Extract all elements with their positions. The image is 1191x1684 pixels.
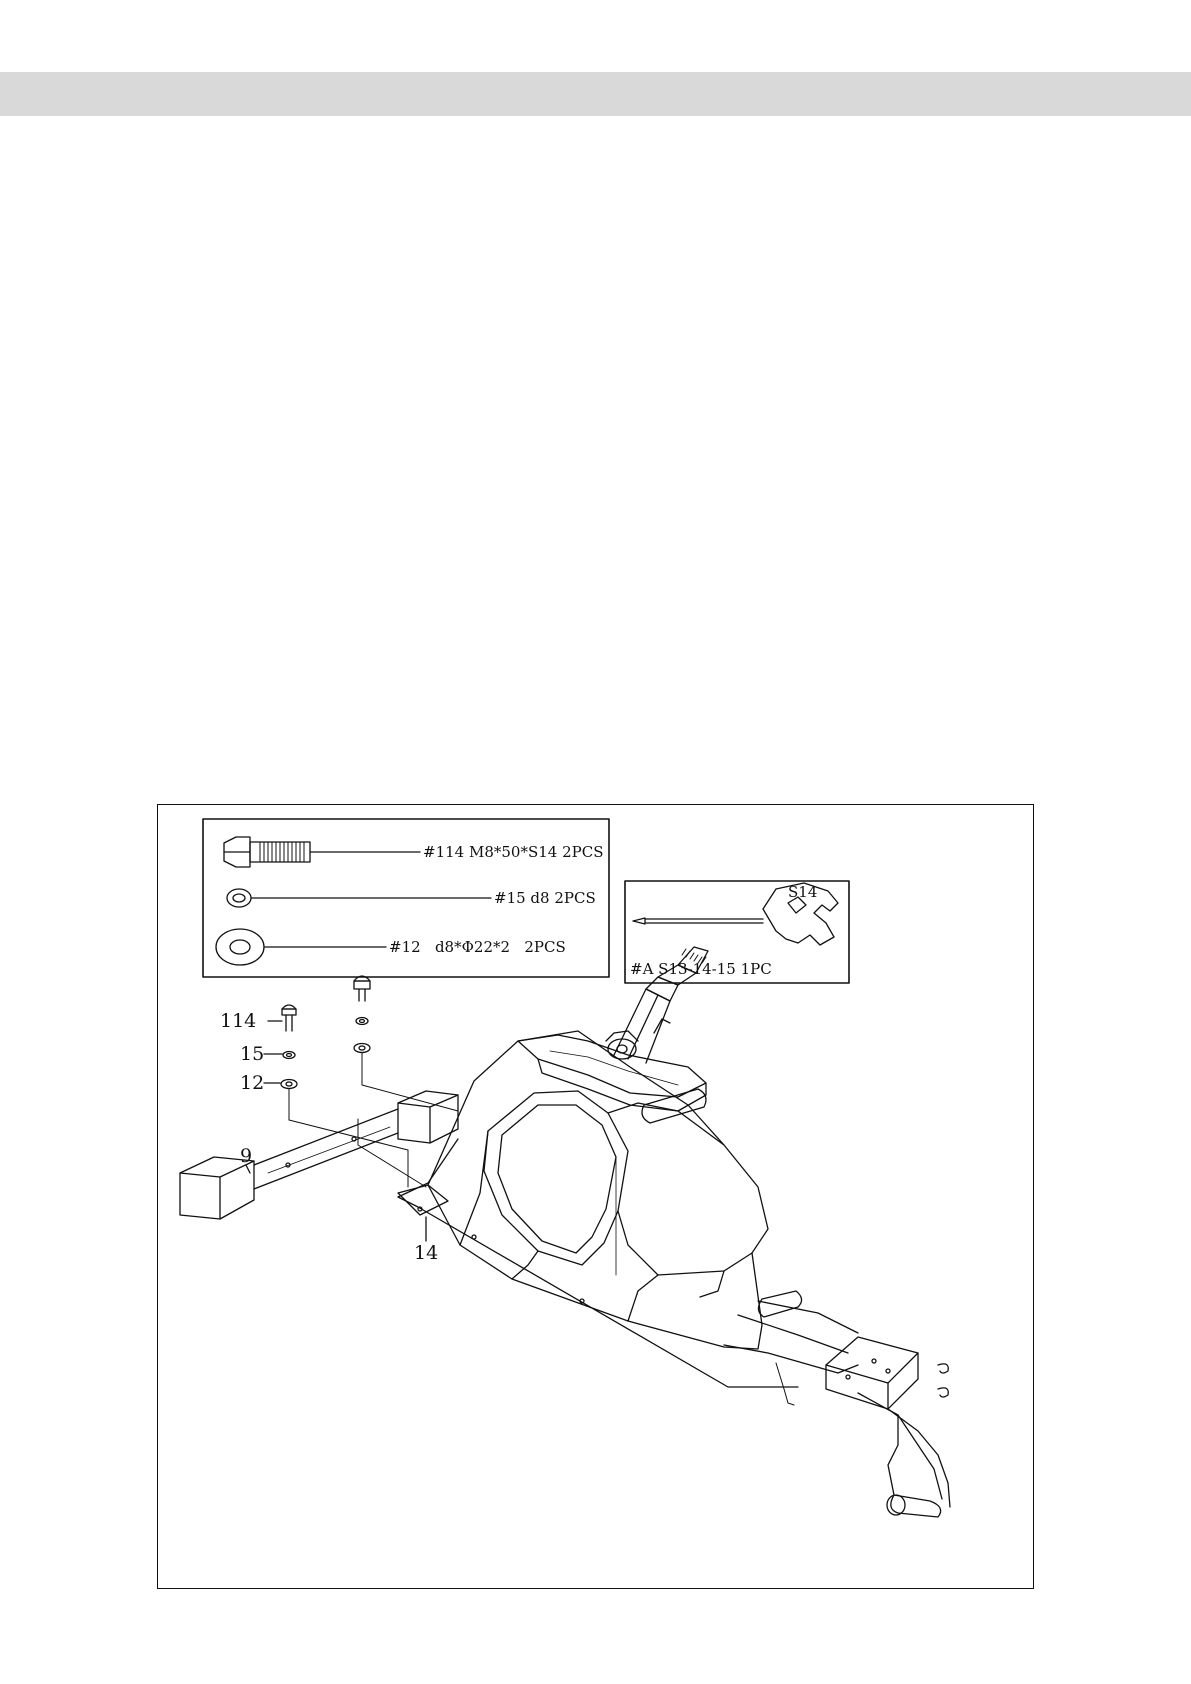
flat-washer-spec-label: #12 d8*Φ22*2 2PCS xyxy=(389,938,566,956)
section-header-band xyxy=(0,72,1191,116)
front-stabilizer xyxy=(180,1091,458,1219)
callout-14: 14 xyxy=(414,1242,439,1264)
callout-15: 15 xyxy=(240,1043,265,1065)
callout-114: 114 xyxy=(220,1010,257,1032)
center-hardware-stack xyxy=(354,976,458,1111)
bolt-spec-label: #114 M8*50*S14 2PCS xyxy=(423,843,604,861)
bolt-icon xyxy=(224,837,420,867)
flat-washer-icon xyxy=(216,929,386,965)
spring-washer-icon xyxy=(227,889,491,907)
tool-box xyxy=(625,881,849,983)
wrench-size-mark: S14 xyxy=(788,883,818,901)
callout-9: 9 xyxy=(240,1145,253,1167)
assembly-drawing xyxy=(158,805,1035,1590)
hardware-list-box xyxy=(203,819,609,977)
spring-washer-spec-label: #15 d8 2PCS xyxy=(494,889,596,907)
tool-spec-label: #A S13-14-15 1PC xyxy=(630,960,772,978)
assembly-figure xyxy=(157,804,1034,1589)
callout-12: 12 xyxy=(240,1072,265,1094)
main-frame xyxy=(398,947,950,1517)
callouts xyxy=(220,1010,438,1264)
